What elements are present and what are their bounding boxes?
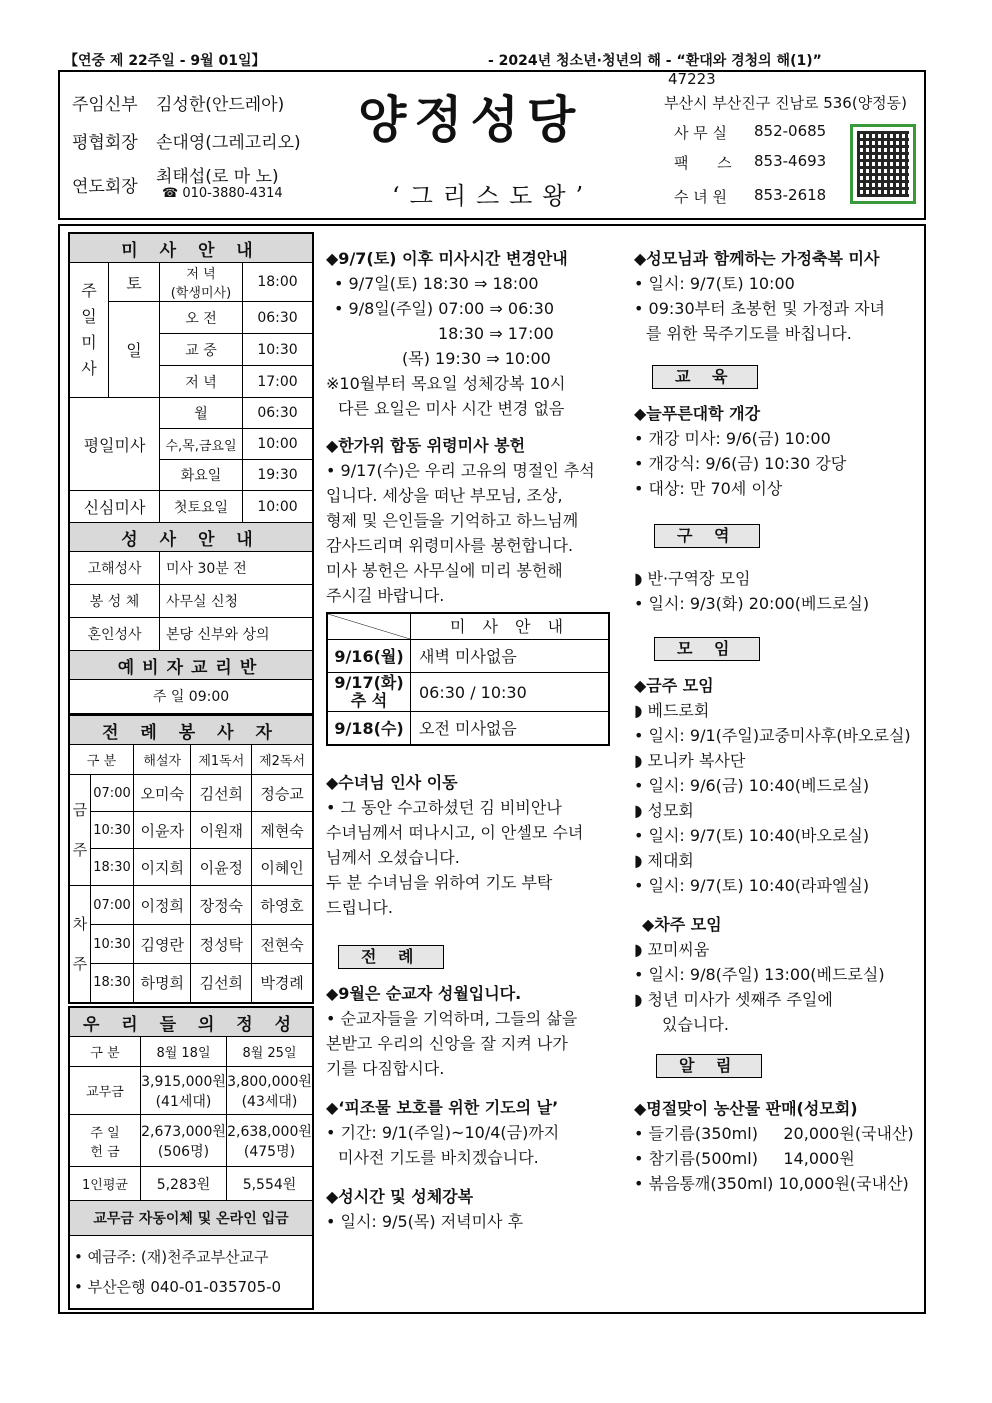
mass-table	[68, 232, 314, 715]
section-title: ◆9/7(토) 이후 미사시간 변경안내	[326, 249, 568, 268]
weekday-slot: 화요일	[160, 460, 243, 491]
section-title: ◆금주 모임	[634, 676, 714, 695]
address: 부산시 부산진구 진남로 536(양정동)	[664, 94, 908, 112]
text-line: • 개강식: 9/6(금) 10:30 강당	[634, 454, 847, 473]
education-box: 교 육	[652, 365, 758, 389]
server-name: 전현숙	[252, 925, 313, 964]
sun-slot: 오 전	[160, 302, 243, 334]
weekday-time: 06:30	[243, 398, 314, 429]
text-line: 있습니다.	[662, 1015, 729, 1034]
server-name: 이지희	[134, 849, 191, 886]
sacrament-title: 성 사 안 내	[69, 523, 313, 552]
next-week-label: 차 주	[69, 886, 91, 1003]
sacrament-name: 혼인성사	[69, 618, 160, 651]
server-name: 김선희	[191, 775, 252, 812]
server-name: 하영호	[252, 886, 313, 925]
server-time: 07:00	[91, 775, 134, 812]
sacrament-name: 봉 성 체	[69, 585, 160, 618]
youth-row: 연도회장	[72, 177, 138, 197]
nun-phone: 853-2618	[754, 186, 827, 204]
text-line: • 일시: 9/1(주일)교중미사후(바오로실)	[634, 726, 911, 745]
sunday-mass-label: 주 일 미 사	[69, 263, 109, 398]
diagonal-cell	[327, 613, 411, 640]
sun-label: 일	[109, 302, 160, 398]
server-name: 제현숙	[252, 812, 313, 849]
text-line: ◗ 꼬미씨움	[634, 940, 710, 959]
top-line	[58, 48, 928, 70]
offering-value: 2,638,000원 (475명)	[226, 1115, 313, 1167]
offering-value: 2,673,000원 (506명)	[141, 1115, 227, 1167]
text-line: • 일시: 9/3(화) 20:00(베드로실)	[634, 594, 870, 613]
parish-subtitle: ‘그리스도왕’	[392, 182, 594, 210]
office-phone: 852-0685	[754, 122, 827, 140]
fax-number: 853-4693	[754, 152, 827, 170]
server-time: 18:30	[91, 849, 134, 886]
sat-label: 토	[109, 263, 160, 302]
parish-title: 양정성당	[358, 90, 584, 149]
council-row: 평협회장 손대영(그레고리오)	[72, 133, 301, 153]
sat-time-label: 저 녁 (학생미사)	[160, 263, 243, 302]
weekday-slot: 월	[160, 398, 243, 429]
issue-info: 【연중 제 22주일 - 9월 01일】	[64, 53, 266, 69]
date-cell: 9/18(수)	[327, 712, 411, 746]
text-line: • 일시: 9/7(토) 10:40(바오로실)	[634, 826, 870, 845]
section-title: ◆명절맞이 농산물 판매(성모회)	[634, 1099, 858, 1118]
offering-value: 3,915,000원 (41세대)	[141, 1067, 227, 1115]
text-line: 다른 요일은 미사 시간 변경 없음	[338, 399, 565, 418]
server-name: 정승교	[252, 775, 313, 812]
sun-slot: 교 중	[160, 334, 243, 366]
mass-title: 미 사 안 내	[69, 233, 313, 263]
server-name: 김선희	[191, 964, 252, 1003]
text-line: • 9/17(수)은 우리 고유의 명절인 추석	[326, 461, 595, 480]
server-name: 장정숙	[191, 886, 252, 925]
table-title: 미 사 안 내	[411, 613, 610, 640]
sacrament-info: 본당 신부와 상의	[160, 618, 314, 651]
weekday-time: 10:00	[243, 429, 314, 460]
holiday-mass-table	[326, 612, 610, 746]
text-line: 입니다. 세상을 떠난 부모님, 조상,	[326, 486, 563, 505]
section-title: ◆성모님과 함께하는 가정축복 미사	[634, 249, 880, 268]
text-line: • 참기름(500ml) 14,000원	[634, 1149, 855, 1168]
devotion-label: 신심미사	[69, 491, 160, 523]
offering-label: 1인평균	[69, 1167, 141, 1201]
content-frame	[58, 224, 926, 1314]
text-line: 를 위한 묵주기도를 바칩니다.	[646, 324, 852, 343]
text-line: 님께서 오셨습니다.	[326, 848, 460, 867]
text-line: ◗ 베드로회	[634, 701, 710, 720]
text-line: 미사 봉헌은 사무실에 미리 봉헌해	[326, 561, 563, 580]
text-line: • 일시: 9/6(금) 10:40(베드로실)	[634, 776, 870, 795]
district-box: 구 역	[654, 524, 760, 548]
account-holder: • 예금주: (재)천주교부산교구	[74, 1248, 269, 1266]
sun-time: 10:30	[243, 334, 314, 366]
qr-code-icon[interactable]	[850, 124, 916, 204]
offering-header: 구 분	[69, 1037, 141, 1067]
text-line: 기를 다짐합시다.	[326, 1059, 445, 1078]
text-line: • 일시: 9/7(토) 10:40(라파엘실)	[634, 876, 870, 895]
sacrament-info: 사무실 신청	[160, 585, 314, 618]
text-line: • 볶음통깨(350ml) 10,000원(국내산)	[634, 1174, 909, 1193]
right-column	[634, 246, 924, 1196]
offering-header: 8월 18일	[141, 1037, 227, 1067]
this-week-label: 금 주	[69, 775, 91, 886]
text-line: ※10월부터 목요일 성체강복 10시	[326, 374, 566, 393]
servers-title: 전 례 봉 사 자	[69, 715, 313, 745]
middle-column	[326, 246, 616, 1234]
section-title: ◆차주 모임	[642, 915, 722, 934]
offering-label: 주 일 헌 금	[69, 1115, 141, 1167]
fax-label: 팩 스	[674, 154, 732, 172]
text-line: • 그 동안 수고하셨던 김 비비안나	[326, 798, 562, 817]
masthead	[58, 70, 926, 220]
offering-title: 우 리 들 의 정 성	[69, 1007, 313, 1037]
weekday-time: 19:30	[243, 460, 314, 491]
sat-time: 18:00	[243, 263, 314, 302]
text-line: 감사드리며 위령미사를 봉헌합니다.	[326, 536, 574, 555]
section-title: ◆한가위 합동 위령미사 봉헌	[326, 436, 526, 455]
server-name: 이윤정	[191, 849, 252, 886]
offering-header: 8월 25일	[226, 1037, 313, 1067]
server-name: 정성탁	[191, 925, 252, 964]
text-line: • 9/8일(주일) 07:00 ⇒ 06:30	[334, 299, 555, 318]
server-name: 김영란	[134, 925, 191, 964]
notice-box: 알 림	[656, 1054, 762, 1078]
servers-header: 제1독서	[191, 745, 252, 775]
text-line: ◗ 성모회	[634, 801, 694, 820]
text-line: 미사전 기도를 바치겠습니다.	[338, 1148, 539, 1167]
info-cell: 오전 미사없음	[411, 712, 610, 746]
nun-label: 수 녀 원	[674, 188, 728, 206]
info-cell: 새벽 미사없음	[411, 640, 610, 673]
server-time: 10:30	[91, 925, 134, 964]
offering-label: 교무금	[69, 1067, 141, 1115]
text-line: 본받고 우리의 신앙을 잘 지켜 나가	[326, 1034, 568, 1053]
bank-account: • 부산은행 040-01-035705-0	[74, 1278, 282, 1296]
offering-table	[68, 1006, 314, 1310]
year-theme: - 2024년 청소년·청년의 해 - “환대와 경청의 해(1)”	[488, 53, 822, 69]
date-cell: 9/17(화) 추 석	[327, 673, 411, 712]
sun-time: 17:00	[243, 366, 314, 398]
text-line: ◗ 모니카 복사단	[634, 751, 746, 770]
sacrament-name: 고해성사	[69, 552, 160, 585]
sun-slot: 저 녁	[160, 366, 243, 398]
weekday-slot: 수,목,금요일	[160, 429, 243, 460]
section-title: ◆늘푸른대학 개강	[634, 404, 761, 423]
text-line: • 기간: 9/1(주일)~10/4(금)까지	[326, 1123, 560, 1142]
server-name: 이정희	[134, 886, 191, 925]
devotion-time: 10:00	[243, 491, 314, 523]
servers-header: 구 분	[69, 745, 134, 775]
server-name: 박경례	[252, 964, 313, 1003]
section-title: ◆9월은 순교자 성월입니다.	[326, 984, 522, 1003]
text-line: ◗ 제대회	[634, 851, 694, 870]
liturgy-box: 전 례	[338, 945, 444, 969]
date-cell: 9/16(월)	[327, 640, 411, 673]
servers-header: 해설자	[134, 745, 191, 775]
text-line: 수녀님께서 떠나시고, 이 안셀모 수녀	[326, 823, 584, 842]
info-cell: 06:30 / 10:30	[411, 673, 610, 712]
catechumen-title: 예비자교리반	[69, 651, 313, 680]
server-time: 10:30	[91, 812, 134, 849]
pastor-row: 주임신부 김성한(안드레아)	[72, 95, 285, 115]
text-line: • 09:30부터 초봉헌 및 가정과 자녀	[634, 299, 885, 318]
server-name: 오미숙	[134, 775, 191, 812]
text-line: 드립니다.	[326, 898, 393, 917]
server-name: 이원재	[191, 812, 252, 849]
offering-value: 5,554원	[226, 1167, 313, 1201]
account-info	[69, 1236, 313, 1310]
catechumen-time: 주 일 09:00	[69, 680, 313, 714]
text-line: 주시길 바랍니다.	[326, 586, 445, 605]
text-line: • 일시: 9/8(주일) 13:00(베드로실)	[634, 965, 885, 984]
offering-value: 5,283원	[141, 1167, 227, 1201]
text-line: • 개강 미사: 9/6(금) 10:00	[634, 429, 831, 448]
servers-header: 제2독서	[252, 745, 313, 775]
devotion-day: 첫토요일	[160, 491, 243, 523]
text-line: • 9/7일(토) 18:30 ⇒ 18:00	[334, 274, 539, 293]
server-name: 이혜인	[252, 849, 313, 886]
text-line: 18:30 ⇒ 17:00	[438, 324, 554, 343]
server-time: 07:00	[91, 886, 134, 925]
server-name: 하명희	[134, 964, 191, 1003]
sun-time: 06:30	[243, 302, 314, 334]
text-line: 형제 및 은인들을 기억하고 하느님께	[326, 511, 579, 530]
text-line: ◗ 반·구역장 모임	[634, 569, 751, 588]
server-time: 18:30	[91, 964, 134, 1003]
text-line: (목) 19:30 ⇒ 10:00	[402, 349, 551, 368]
text-line: • 들기름(350ml) 20,000원(국내산)	[634, 1124, 914, 1143]
weekday-label: 평일미사	[69, 398, 160, 491]
servers-table	[68, 714, 314, 1004]
section-title: ◆‘피조물 보호를 위한 기도의 날’	[326, 1098, 559, 1117]
meeting-box: 모 임	[654, 637, 760, 661]
text-line: • 대상: 만 70세 이상	[634, 479, 783, 498]
office-label: 사 무 실	[674, 124, 728, 142]
offering-value: 3,800,000원 (43세대)	[226, 1067, 313, 1115]
text-line: ◗ 청년 미사가 셋째주 주일에	[634, 990, 833, 1009]
text-line: • 순교자들을 기억하며, 그들의 삶을	[326, 1009, 578, 1028]
server-name: 이윤자	[134, 812, 191, 849]
text-line: • 일시: 9/7(토) 10:00	[634, 274, 795, 293]
youth-phone: ☎ 010-3880-4314	[162, 186, 283, 201]
sacrament-info: 미사 30분 전	[160, 552, 314, 585]
youth-name: 최태섭(로 마 노)	[156, 167, 279, 187]
text-line: • 일시: 9/5(목) 저녁미사 후	[326, 1212, 524, 1231]
zip-code: 47223	[668, 70, 716, 88]
section-title: ◆성시간 및 성체강복	[326, 1187, 474, 1206]
text-line: 두 분 수녀님을 위하여 기도 부탁	[326, 873, 553, 892]
auto-transfer-title: 교무금 자동이체 및 온라인 입금	[69, 1201, 313, 1236]
section-title: ◆수녀님 인사 이동	[326, 773, 458, 792]
